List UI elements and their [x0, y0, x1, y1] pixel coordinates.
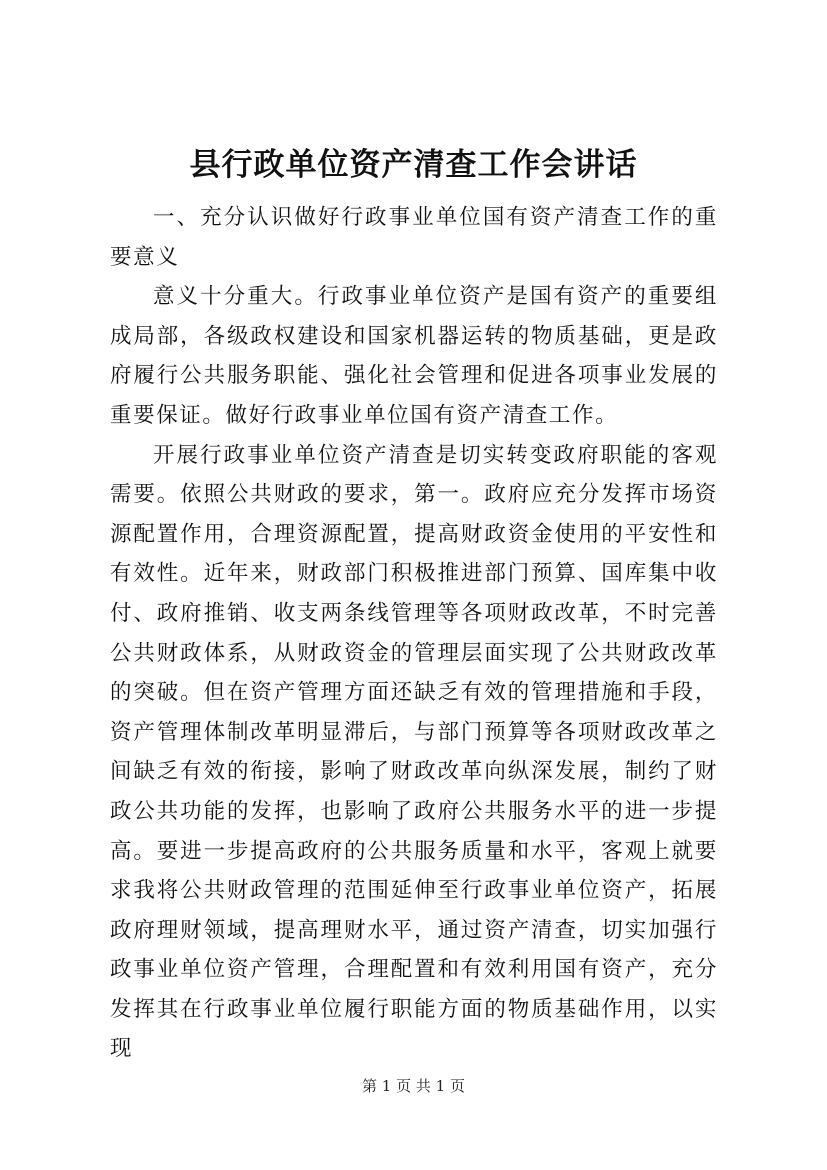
paragraph-significance: 意义十分重大。行政事业单位资产是国有资产的重要组成局部，各级政权建设和国家机器运转的物质基础，更是政府履行公共服务职能、强化社会管理和促进各项事业发展的重要保证。做好行政事业单位国有资产清查工作。: [110, 284, 718, 428]
paragraph-section-heading: 一、充分认识做好行政事业单位国有资产清查工作的重要意义: [110, 205, 718, 270]
page-number-footer: 第 1 页 共 1 页: [362, 1077, 465, 1095]
document-title: 县行政单位资产清查工作会讲话: [189, 147, 638, 183]
document-body: [110, 198, 718, 1069]
paragraph-government-functions: 开展行政事业单位资产清查是切实转变政府职能的客观需要。依照公共财政的要求，第一。政府应充分发挥市场资源配置作用，合理资源配置，提高财政资金使用的平安性和有效性。近年来，财政部门积极推进部门预算、国库集中收付、政府推销、收支两条线管理等各项财政改革，不时完善公共财政体系，从财政资金的管理层面实现了公共财政改革的突破。但在资产管理方面还缺乏有效的管理措施和手段，资产管理体制改革明显滞后，与部门预算等各项财政改革之间缺乏有效的衔接，影响了财政改革向纵深发展，制约了财政公共功能的发挥，也影响了政府公共服务水平的进一步提高。要进一步提高政府的公共服务质量和水平，客观上就要求我将公共财政管理的范围延伸至行政事业单位资产，拓展政府理财领域，提高理财水平，通过资产清查，切实加强行政事业单位资产管理，合理配置和有效利用国有资产，充分发挥其在行政事业单位履行职能方面的物质基础作用，以实现: [110, 442, 718, 1062]
